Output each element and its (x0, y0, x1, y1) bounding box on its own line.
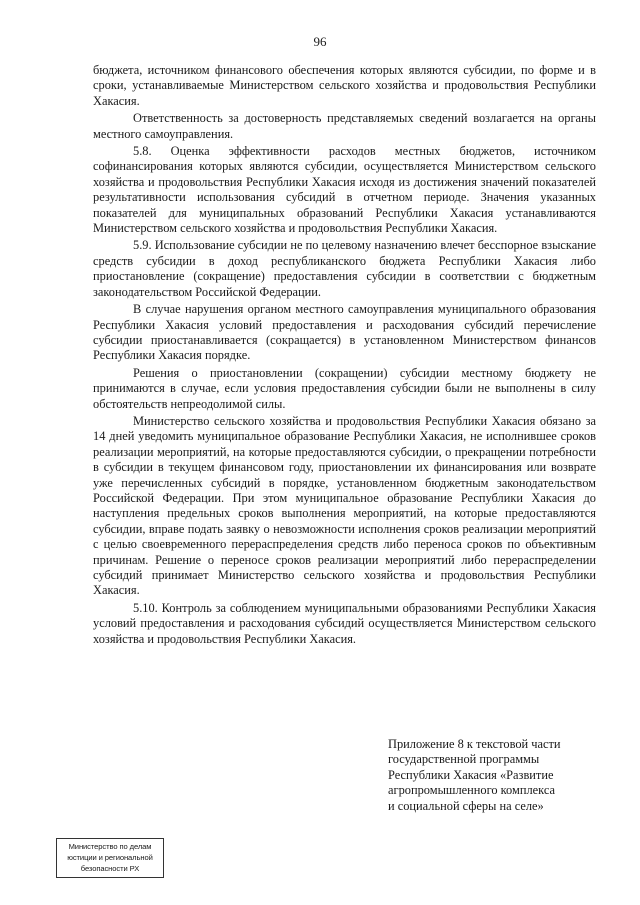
paragraph-5-9: 5.9. Использование субсидии не по целевому назначению влечет бесспорное взыскание средств субсидии в доход республиканского бюджета Республики Хакасия либо приостановление (сокращение) предоставления субсидии в соответствии с бюджетным законодательством Российской Федерации. (93, 238, 596, 299)
paragraph-continuation: бюджета, источником финансового обеспечения которых являются субсидии, по форме и в сроки, устанавливаемые Министерством сельского хозяйства и продовольствия Республики Хакасия. (93, 63, 596, 108)
paragraph-ministry-notice: Министерство сельского хозяйства и продовольствия Республики Хакасия обязано за 14 дней уведомить муниципальное образование Республики Хакасия, не исполнившее сроков реализации мероприятий, на которые предоставляются субсидии, о прекращении потребности в субсидии в текущем финансовом году, приостановлении их финансирования или возврате уже перечисленных субсидий в порядке, установленном бюджетным законодательством Российской Федерации. При этом муниципальное образование Республики Хакасия до наступления предельных сроков выполнения мероприятий, на которые предоставляются субсидии, вправе подать заявку о невозможности исполнения сроков реализации мероприятий с целью своевременного перераспределения средств либо переноса сроков по объективным причинам. Решение о переносе сроков реализации мероприятий либо перераспределении субсидий принимает Министерство сельского хозяйства и продовольствия Республики Хакасия. (93, 413, 596, 598)
document-body (93, 63, 596, 647)
appendix-line: агропромышленного комплекса (388, 783, 556, 798)
appendix-line: и социальной сферы на селе» (388, 798, 544, 813)
stamp-line: безопасности РХ (80, 864, 140, 873)
appendix-line: Приложение 8 к текстовой части (388, 737, 561, 751)
paragraph-violation: В случае нарушения органом местного самоуправления муниципального образования Республики Хакасия условий предоставления и расходования субсидий перечисление субсидии приостанавливается (сокращается) в установленном Министерством финансов Республики Хакасия порядке. (93, 302, 596, 363)
stamp-line: юстиции и региональной (67, 853, 153, 862)
paragraph-5-10: 5.10. Контроль за соблюдением муниципальными образованиями Республики Хакасия условий предоставления и расходования субсидий осуществляется Министерством сельского хозяйства и продовольствия Республики Хакасия. (93, 600, 596, 646)
appendix-line: государственной программы (388, 752, 540, 767)
paragraph-decisions: Решения о приостановлении (сокращении) субсидии местному бюджету не принимаются в случае, если условия предоставления субсидии были не выполнены в силу обстоятельств непреодолимой силы. (93, 365, 596, 411)
appendix-line: Республики Хакасия «Развитие (388, 767, 554, 782)
stamp-line: Министерство по делам (68, 842, 152, 851)
page-number: 96 (313, 34, 327, 49)
appendix-heading (388, 737, 598, 814)
paragraph-responsibility: Ответственность за достоверность представляемых сведений возлагается на органы местного самоуправления. (93, 111, 596, 141)
paragraph-5-8: 5.8. Оценка эффективности расходов местных бюджетов, источником софинансирования которых являются субсидии, осуществляется Министерством сельского хозяйства и продовольствия Республики Хакасия исходя из достижения значений показателей результативности использования субсидий в отчетном периоде. Значения указанных показателей для муниципальных образований Республики Хакасия устанавливаются Министерством сельского хозяйства и продовольствия Республики Хакасия. (93, 144, 596, 236)
ministry-stamp (56, 838, 164, 878)
